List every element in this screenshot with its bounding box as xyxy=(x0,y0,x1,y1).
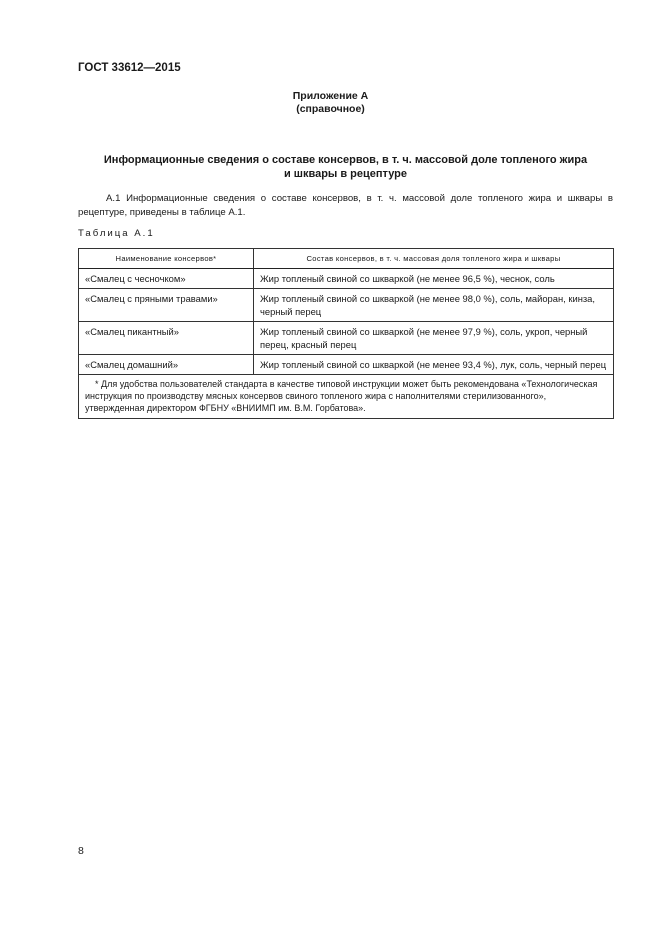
appendix-subtitle: (справочное) xyxy=(296,103,365,115)
composition-cell: Жир топленый свиной со шкваркой (не менее 97,9 %), соль, укроп, черный перец, красный перец xyxy=(254,322,614,355)
product-name-cell: «Смалец с пряными травами» xyxy=(79,289,254,322)
page-number: 8 xyxy=(78,845,84,857)
table-row xyxy=(79,269,614,289)
product-name-cell: «Смалец с чесночком» xyxy=(79,269,254,289)
document-id: ГОСТ 33612—2015 xyxy=(78,62,181,74)
header-composition: Состав консервов, в т. ч. массовая доля топленого жира и шквары xyxy=(254,249,614,269)
table-caption: Таблица А.1 xyxy=(78,228,155,239)
table-row xyxy=(79,355,614,375)
table-header-row xyxy=(79,249,614,269)
composition-cell: Жир топленый свиной со шкваркой (не менее 96,5 %), чеснок, соль xyxy=(254,269,614,289)
header-product-name: Наименование консервов* xyxy=(79,249,254,269)
section-heading xyxy=(78,153,613,181)
body-paragraph: А.1 Информационные сведения о составе консервов, в т. ч. массовой доле топленого жира и шквары в рецептуре, приведены в таблице А.1. xyxy=(78,193,613,218)
product-name-cell: «Смалец домашний» xyxy=(79,355,254,375)
composition-cell: Жир топленый свиной со шкваркой (не менее 98,0 %), соль, майоран, кинза, черный перец xyxy=(254,289,614,322)
composition-table xyxy=(78,248,614,419)
product-name-cell: «Смалец пикантный» xyxy=(79,322,254,355)
appendix-label xyxy=(0,90,661,116)
composition-cell: Жир топленый свиной со шкваркой (не менее 93,4 %), лук, соль, черный перец xyxy=(254,355,614,375)
section-heading-line-2: и шквары в рецептуре xyxy=(283,168,408,180)
table-row xyxy=(79,289,614,322)
table-row xyxy=(79,322,614,355)
table-footnote-row xyxy=(79,375,614,419)
appendix-title: Приложение А xyxy=(292,90,369,102)
table-footnote: * Для удобства пользователей стандарта в качестве типовой инструкции может быть рекомендована «Технологическая инструкция по производству мясных консервов свиного топленого жира с наполнителями стерилизованного», утвержденная директором ФГБНУ «ВНИИМП им. В.М. Горбатова». xyxy=(79,375,614,419)
section-heading-line-1: Информационные сведения о составе консервов, в т. ч. массовой доле топленого жира xyxy=(103,154,588,166)
